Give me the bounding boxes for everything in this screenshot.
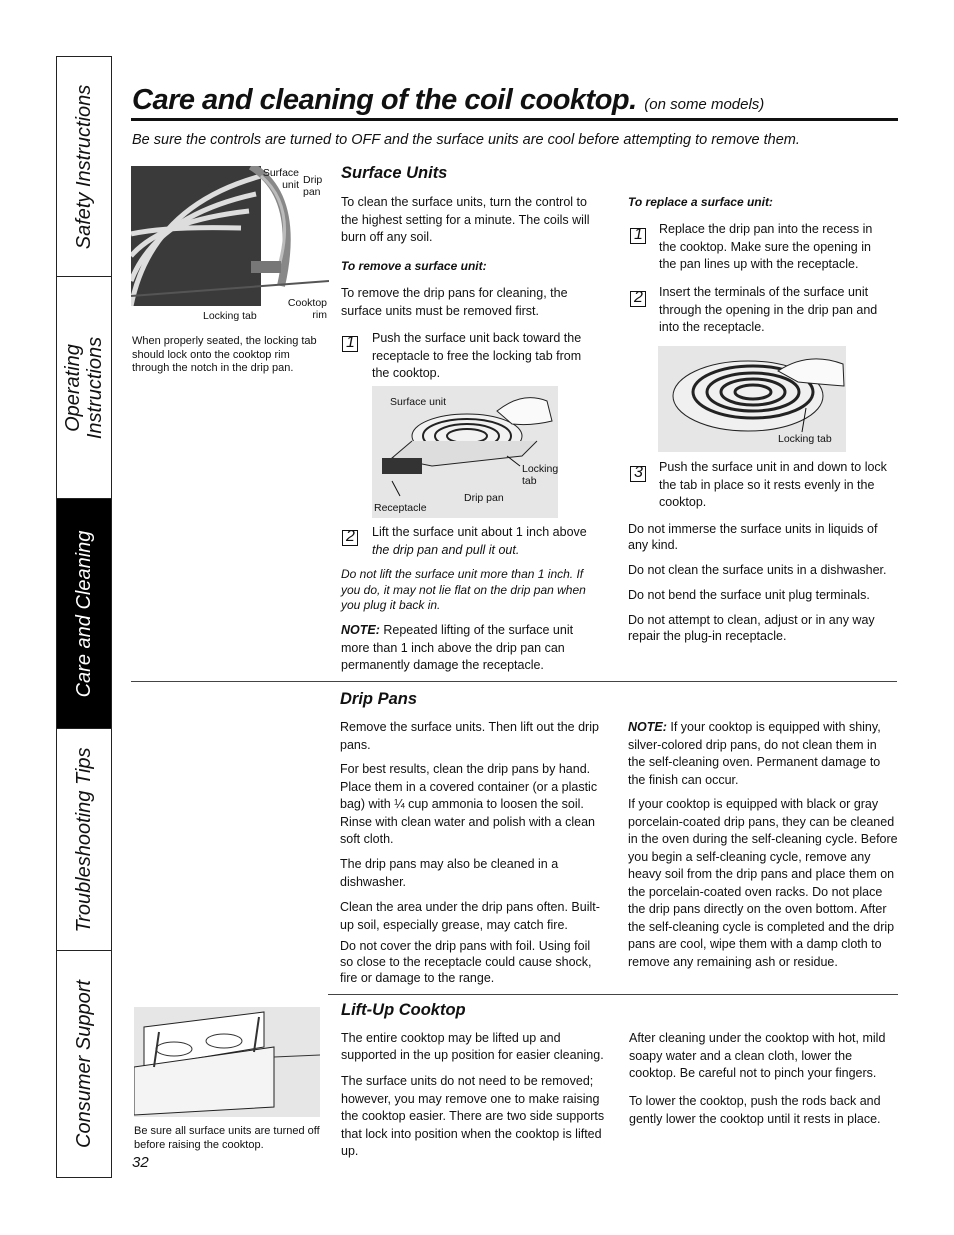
heading-lift-up-cooktop: Lift-Up Cooktop <box>341 1001 466 1019</box>
tab-label: Safety Instructions <box>73 84 95 249</box>
tab-care-and-cleaning[interactable] <box>57 499 111 729</box>
tab-consumer-support[interactable] <box>57 951 111 1177</box>
tab-label: Operating Instructions <box>62 336 106 439</box>
warning-item: Do not attempt to clean, adjust or in any way repair the plug-in receptacle. <box>628 613 875 643</box>
tab-safety-instructions[interactable] <box>57 57 111 277</box>
note-label: NOTE: <box>341 623 380 637</box>
heading-surface-units: Surface Units <box>341 164 448 182</box>
warning-item: Do not bend the surface unit plug terminals. <box>628 588 870 602</box>
remove-step-2-text-a: Lift the surface unit about 1 inch above <box>372 525 587 539</box>
lift-note <box>341 622 586 675</box>
lift-up-cooktop-illustration <box>134 1007 320 1117</box>
coil-rim-illustration <box>131 166 329 322</box>
page-number: 32 <box>132 1154 149 1171</box>
label-receptacle: Receptacle <box>374 502 427 514</box>
label-locking-tab: Locking tab <box>522 463 559 487</box>
coil-rim-drawing <box>131 166 329 306</box>
step-number-box: 2 <box>342 530 358 546</box>
title-rule <box>131 118 898 121</box>
note-text: If your cooktop is equipped with shiny, silver-colored drip pans, do not clean them in the self-cleaning oven. Permanent damage to the finish can occur. <box>628 720 881 787</box>
fig1-caption: When properly seated, the locking tab should lock onto the cooktop rim through the notch in the drip pan. <box>132 335 317 374</box>
heading-drip-pans: Drip Pans <box>340 690 418 708</box>
section-divider <box>328 994 898 995</box>
drip-pans-paragraph: If your cooktop is equipped with black or gray porcelain-coated drip pans, they can be cleaned in the oven during the self-cleaning cycle. Before you begin a self-cleaning cycle, remove any heavy soil from the drip pans and place them on the porcelain-coated oven racks. Do not place the drip pans directly on the oven bottom. After the self-cleaning cycle is completed and the drip pans are cool, wipe them with a damp cloth to remove any remaining ash or residue. <box>628 797 898 969</box>
remove-step-2 <box>372 524 602 559</box>
label-locking-tab: Locking tab <box>203 310 257 322</box>
sidebar-nav <box>56 56 112 1178</box>
lift-up-paragraph: The surface units do not need to be removed; however, you may remove one to make raising the cooktop easier. There are two side supports that lock into position when the cooktop is lifted up. <box>341 1074 605 1158</box>
lift-up-paragraph: To lower the cooktop, push the rods back and gently lower the cooktop until it rests in place. <box>629 1094 881 1126</box>
tab-label: Care and Cleaning <box>73 530 95 697</box>
remove-intro: To remove the drip pans for cleaning, the surface units must be removed first. <box>341 286 568 318</box>
label-locking-tab: Locking tab <box>778 433 832 445</box>
lift-up-paragraph: After cleaning under the cooktop with hot, mild soapy water and a clean cloth, lower the cooktop. Be careful not to pinch your fingers. <box>629 1031 886 1080</box>
drip-pans-paragraph: For best results, clean the drip pans by hand. Place them in a covered container (or a plastic bag) with ¼ cup ammonia to loosen the soil. Rinse with clean water and polish with a clean soft cloth. <box>340 762 598 846</box>
tab-troubleshooting-tips[interactable] <box>57 729 111 951</box>
drip-pans-paragraph: The drip pans may also be cleaned in a dishwasher. <box>340 857 559 889</box>
label-cooktop-rim: Cooktop rim <box>287 297 327 321</box>
replace-heading: To replace a surface unit: <box>628 195 773 209</box>
note-label: NOTE: <box>628 720 667 734</box>
tab-label: Troubleshooting Tips <box>73 746 95 933</box>
title-subtitle: (on some models) <box>644 96 765 113</box>
intro-text: Be sure the controls are turned to OFF and the surface units are cool before attempting to remove them. <box>132 132 800 148</box>
label-drip-pan: Drip pan <box>303 174 323 198</box>
remove-heading: To remove a surface unit: <box>341 259 487 273</box>
replace-step-3: Push the surface unit in and down to lock the tab in place so it rests evenly in the cooktop. <box>659 460 887 509</box>
tab-label: Consumer Support <box>73 980 95 1148</box>
page-title <box>132 84 764 117</box>
warning-item: Do not clean the surface units in a dishwasher. <box>628 563 887 577</box>
label-surface-unit: Surface unit <box>262 167 299 191</box>
step-number-box: 1 <box>630 228 646 244</box>
surface-units-intro: To clean the surface units, turn the control to the highest setting for a minute. The coils will burn off any soil. <box>341 195 590 244</box>
step-number-box: 2 <box>630 291 646 307</box>
label-drip-pan: Drip pan <box>464 492 504 504</box>
note-text: Repeated lifting of the surface unit more than 1 inch above the drip pan can permanently damage the receptacle. <box>341 623 574 672</box>
replace-surface-unit-illustration <box>658 346 846 452</box>
drip-pans-paragraph: Do not cover the drip pans with foil. Using foil so close to the receptacle could cause shock, fire or damage to the range. <box>340 939 592 985</box>
lift-up-paragraph: The entire cooktop may be lifted up and supported in the up position for easier cleaning. <box>341 1031 604 1062</box>
step-number-box: 3 <box>630 466 646 482</box>
warning-item: Do not immerse the surface units in liquids of any kind. <box>628 522 878 552</box>
drip-pans-paragraph: Remove the surface units. Then lift out the drip pans. <box>340 720 599 752</box>
remove-surface-unit-illustration <box>372 386 558 518</box>
replace-step-1: Replace the drip pan into the recess in the cooktop. Make sure the opening in the pan lines up with the receptacle. <box>659 222 873 271</box>
title-text: Care and cleaning of the coil cooktop. <box>132 84 637 116</box>
lift-up-drawing <box>134 1007 320 1117</box>
lift-warning: Do not lift the surface unit more than 1 inch. If you do, it may not lie flat on the drip pan when you plug it back in. <box>341 567 586 612</box>
tab-operating-instructions[interactable] <box>57 277 111 499</box>
drip-pans-paragraph: Clean the area under the drip pans often. Built-up soil, especially grease, may catch fire. <box>340 900 600 932</box>
label-surface-unit: Surface unit <box>390 396 447 408</box>
drip-pans-note <box>628 719 888 789</box>
lift-up-caption: Be sure all surface units are turned off before raising the cooktop. <box>134 1125 320 1151</box>
step-number-box: 1 <box>342 336 358 352</box>
remove-step-1: Push the surface unit back toward the receptacle to free the locking tab from the cooktop. <box>372 331 582 380</box>
section-divider <box>131 681 897 682</box>
remove-step-2-text-b: the drip pan and pull it out. <box>372 542 520 557</box>
replace-step-2: Insert the terminals of the surface unit through the opening in the drip pan and into the receptacle. <box>659 285 878 334</box>
